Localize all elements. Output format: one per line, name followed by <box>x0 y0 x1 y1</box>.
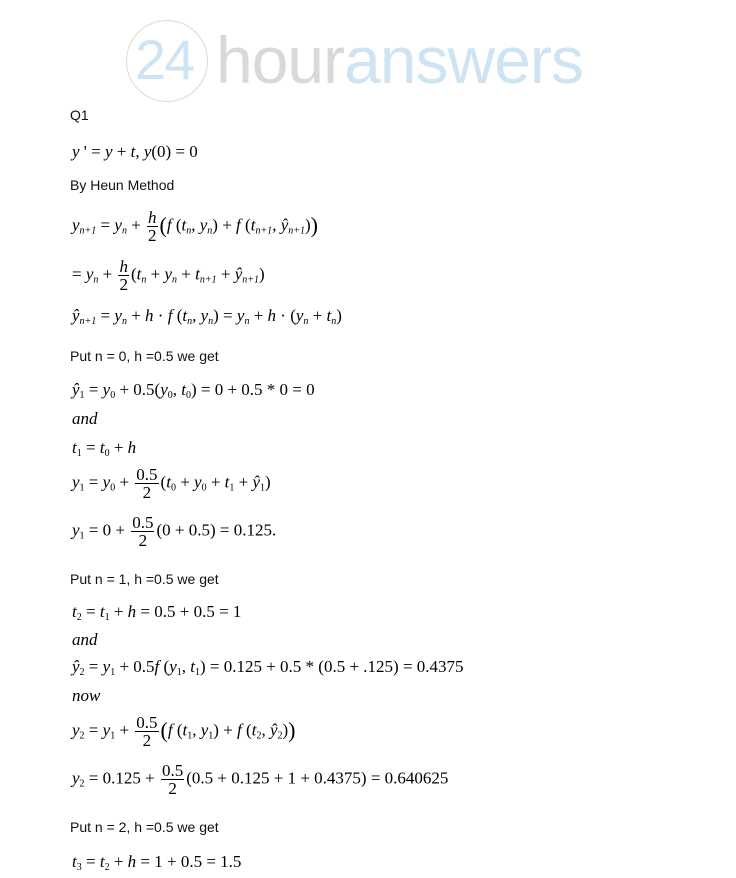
method-label: By Heun Method <box>70 177 175 193</box>
fraction-h-over-2: $\frac{h}{2}$ <box>148 208 157 245</box>
equation-t2: $t_2 = t_1 + h = 0.5 + 0.5 = 1$ <box>72 602 242 623</box>
equation-y1-value: $y_1 = 0$ + $\frac{0.5}{2}$ (0 + 0.5) = 0.125. <box>72 513 277 550</box>
equation-y1-formula: $y_1 = y_0$ + $\frac{0.5}{2}$ ($t_0 + y_0 + t_1$ + $ŷ_1$) <box>72 465 271 502</box>
question-label: Q1 <box>70 107 89 123</box>
equation-predictor-0: $ŷ_1 = y_0 + 0.5(y_0$, $t_0) = 0 + 0.5 * 0 = 0$ <box>72 380 315 401</box>
fraction-half-over-2: $\frac{0.5}{2}$ <box>136 465 158 502</box>
logo-wordmark <box>216 24 583 96</box>
logo-word-hour: hour <box>216 23 345 97</box>
fraction-half-over-2: $\frac{0.5}{2}$ <box>161 761 184 798</box>
logo-24houranswers <box>126 20 646 102</box>
step-label-n1: Put n = 1, h =0.5 we get <box>70 571 219 587</box>
logo-number: 24 <box>135 28 194 91</box>
fraction-half-over-2: $\frac{0.5}{2}$ <box>132 513 154 550</box>
word-now: now <box>72 686 101 705</box>
equation-predictor-1: $ŷ_2 = y_1 + 0.5f$ ($y_1$, $t_1) = 0.125 + 0.5 * (0.5 + .125) = 0.4375$ <box>72 657 464 678</box>
word-and-1: and <box>72 409 98 428</box>
step-label-n2: Put n = 2, h =0.5 we get <box>70 819 219 835</box>
fraction-h-over-2: $\frac{h}{2}$ <box>119 257 128 294</box>
equation-y2-value: $y_2 = 0.125$ + $\frac{0.5}{2}$ (0.5 + 0.125 + 1 + 0.4375) = 0.640625 <box>72 761 449 798</box>
equation-t1: $t_1 = t_0 + h$ <box>72 438 137 459</box>
equation-y2-formula: $y_2 = y_1$ + $\frac{0.5}{2}$ (f ($t_1$, $y_1) + f$ ($t_2$, $ŷ_2$)) <box>72 713 296 750</box>
equation-predictor: $ŷ_{n+1} = y_n + h \cdot f$ ($t_n$, $y_n) = y_n + h \cdot (y_n + t_n)$ <box>72 306 342 327</box>
word-and-2: and <box>72 630 98 649</box>
equation-heun-main: $y_{n+1} = y_n$ + $\frac{h}{2}$ (f ($t_n$, $y_n) + f$ ($t_{n+1}$, $ŷ_{n+1}$)) <box>72 208 318 245</box>
equation-heun-expand: = $y_n$ + $\frac{h}{2}$ ($t_n + y_n + t_{n+1}$ + $ŷ_{n+1}$) <box>72 257 265 294</box>
equation-ode: y ' = y + t, y(0) = 0 <box>72 142 198 161</box>
equation-t3: $t_3 = t_2 + h = 1 + 0.5 = 1.5$ <box>72 852 242 873</box>
step-label-n0: Put n = 0, h =0.5 we get <box>70 348 219 364</box>
logo-word-answers: answers <box>344 23 583 97</box>
fraction-half-over-2: $\frac{0.5}{2}$ <box>136 713 158 750</box>
